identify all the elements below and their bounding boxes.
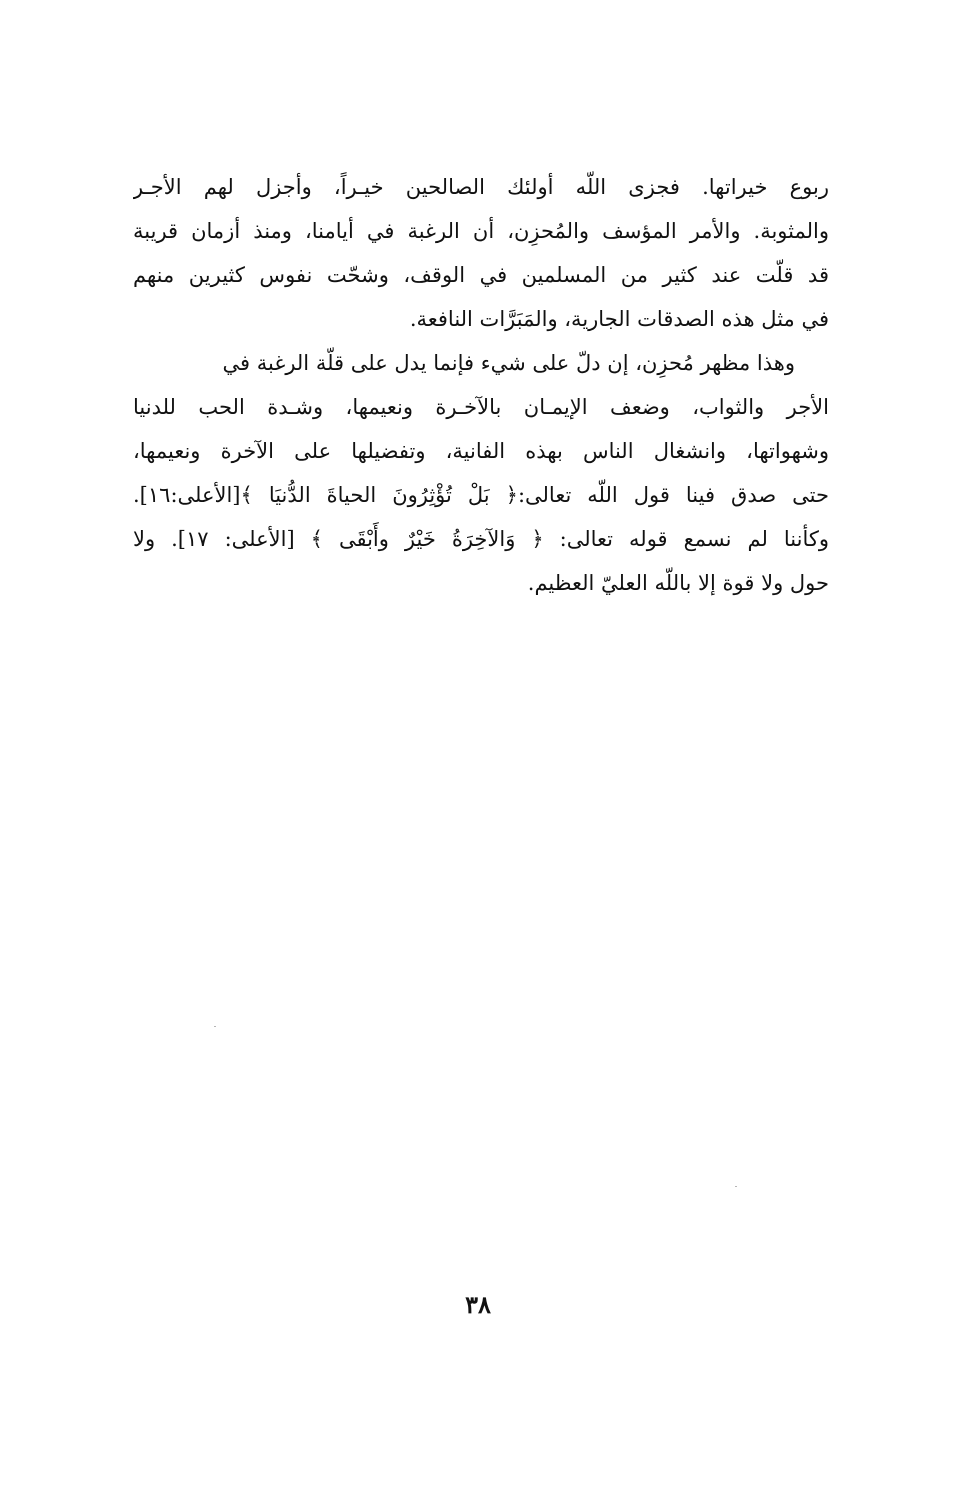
text-line: وكأننا لم نسمع قوله تعالى: ﴿ وَالآخِرَةُ خَيْرٌ وأَبْقَى ﴾ [الأعلى: ١٧]. ولا bbox=[133, 527, 829, 551]
text-line: حتى صدق فينا قول اللّه تعالى:﴿ بَلْ تُؤْثِرُونَ الحياةَ الدُّنيَا ﴾[الأعلى:١٦]. bbox=[133, 483, 829, 507]
text-line: وهذا مظهر مُحزِن، إن دلّ على شيء فإنما يدل على قلّة الرغبة في bbox=[222, 351, 795, 375]
text-line: قد قلّت عند كثير من المسلمين في الوقف، وشحّت نفوس كثيرين منهم bbox=[133, 263, 829, 287]
text-line: الأجر والثواب، وضعف الإيمـان بالآخـرة ونعيمها، وشـدة الحب للدنيا bbox=[133, 395, 829, 419]
page-number: ٣٨ bbox=[465, 1290, 491, 1319]
scan-speck bbox=[735, 1186, 737, 1187]
scan-speck bbox=[214, 1026, 216, 1027]
body-text bbox=[133, 165, 829, 605]
text-line: والمثوبة. والأمر المؤسف والمُحزِن، أن الرغبة في أيامنا، ومنذ أزمان قريبة bbox=[133, 219, 829, 243]
text-line: حول ولا قوة إلا باللّه العليّ العظيم. bbox=[527, 571, 829, 595]
paragraph-2 bbox=[133, 341, 829, 605]
text-line: ربوع خيراتها. فجزى اللّه أولئك الصالحين خيـراً، وأجزل لهم الأجـر bbox=[133, 175, 829, 199]
paragraph-1 bbox=[133, 165, 829, 341]
text-line: في مثل هذه الصدقات الجارية، والمَبَرَّات النافعة. bbox=[409, 307, 829, 331]
text-line: وشهواتها، وانشغال الناس بهذه الفانية، وتفضيلها على الآخرة ونعيمها، bbox=[133, 439, 829, 463]
